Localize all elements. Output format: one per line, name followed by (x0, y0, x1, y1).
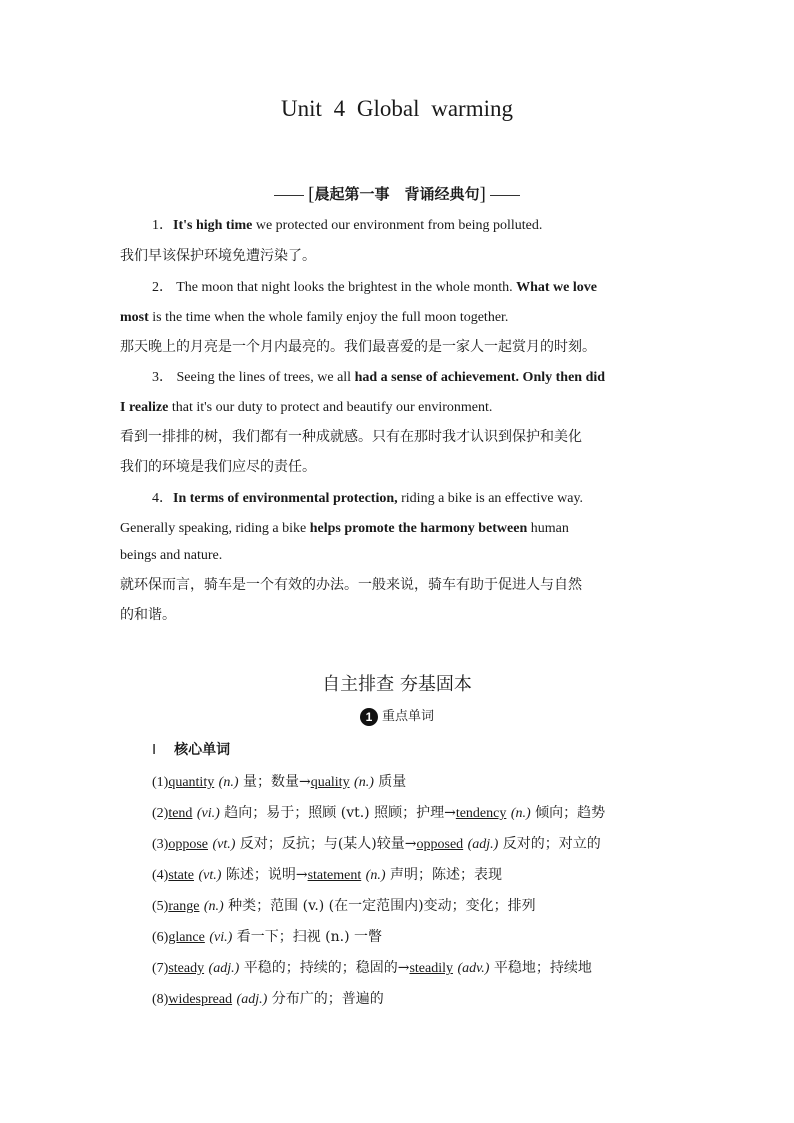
part-of-speech: (n.) (203, 899, 224, 914)
part-of-speech: (vi.) (196, 806, 220, 821)
item-number: (7) (152, 961, 169, 976)
part-of-speech: (adv.) (457, 961, 490, 976)
part-numeral: Ⅰ (152, 743, 157, 758)
keyword: range (168, 899, 200, 914)
part-of-speech: (n.) (218, 775, 239, 790)
derived-word: quality (310, 775, 350, 790)
divider (274, 195, 304, 196)
part-of-speech: (adj.) (236, 992, 268, 1007)
derived-word: tendency (455, 806, 507, 821)
number-badge-icon: 1 (360, 708, 378, 726)
meaning: 平稳的；持续的；稳固的→ (239, 960, 410, 976)
part-of-speech: (adj.) (467, 837, 499, 852)
keyword: glance (168, 930, 205, 945)
section-label: 晨起第一事 背诵经典句 (314, 185, 480, 203)
vocab-item (152, 832, 601, 857)
sentence-text: human (527, 521, 569, 536)
vocab-section-label: 重点单词 (381, 709, 434, 724)
keyword: widespread (168, 992, 233, 1007)
sentence-number: 1． (152, 218, 173, 233)
sentence-1-en (152, 211, 675, 241)
sentence-number: 3． (152, 370, 173, 385)
meaning: 质量 (373, 774, 407, 790)
sentence-2-en-line-2 (120, 303, 675, 333)
key-phrase: had a sense of achievement. Only then did (354, 370, 606, 385)
sentence-4-cn-line-2: 的和谐。 (120, 607, 176, 623)
sentence-4-en-line-1 (152, 484, 675, 514)
item-number: (1) (152, 775, 169, 790)
keyword: state (168, 868, 194, 883)
vocab-item (152, 863, 502, 888)
sentence-2-cn: 那天晚上的月亮是一个月内最亮的。我们最喜爱的是一家人一起赏月的时刻。 (120, 339, 596, 355)
sentence-4-cn-line-1: 就环保而言，骑车是一个有效的办法。一般来说，骑车有助于促进人与自然 (120, 577, 582, 593)
part-of-speech: (vt.) (212, 837, 236, 852)
divider (490, 195, 520, 196)
sentence-text: riding a bike is an effective way. (397, 491, 584, 506)
meaning: 量；数量→ (238, 774, 311, 790)
meaning: 反对；反抗；与(某人)较量→ (235, 836, 417, 852)
item-number: (8) (152, 992, 169, 1007)
page-title: Unit 4 Global warming (281, 96, 513, 121)
vocab-item (152, 770, 406, 795)
right-bracket: ] (479, 184, 486, 205)
derived-word: statement (307, 868, 362, 883)
meaning: 种类；范围 (v.) (在一定范围内)变动；变化；排列 (223, 898, 536, 914)
sentence-number: 2． (152, 280, 173, 295)
vocab-item (152, 956, 592, 981)
part-of-speech: (adj.) (208, 961, 240, 976)
sentence-text: Seeing the lines of trees, we all (173, 370, 355, 385)
sentence-number: 4． (152, 491, 173, 506)
sentence-3-en-line-2 (120, 393, 675, 423)
meaning: 陈述；说明→ (221, 867, 308, 883)
vocab-item (152, 987, 384, 1012)
meaning: 反对的；对立的 (498, 836, 601, 852)
sentence-3-cn-line-2: 我们的环境是我们应尽的责任。 (120, 459, 316, 475)
sentence-4-en-line-2 (120, 514, 675, 544)
part-of-speech: (vi.) (209, 930, 233, 945)
item-number: (3) (152, 837, 169, 852)
vocab-item (152, 801, 605, 826)
meaning: 平稳地；持续地 (489, 960, 592, 976)
sentence-3-cn-line-1: 看到一排排的树，我们都有一种成就感。只有在那时我才认识到保护和美化 (120, 429, 582, 445)
meaning: 分布广的；普遍的 (267, 991, 384, 1007)
part-label: 核心单词 (174, 742, 231, 758)
sentence-text: Generally speaking, riding a bike (120, 521, 310, 536)
sentence-text: we protected our environment from being polluted. (252, 218, 543, 233)
sentence-1-cn: 我们早该保护环境免遭污染了。 (120, 248, 316, 264)
item-number: (4) (152, 868, 169, 883)
sentence-4-en-line-3: beings and nature. (120, 548, 223, 563)
derived-word: opposed (416, 837, 464, 852)
key-phrase: most (120, 310, 149, 325)
key-phrase: I realize (120, 400, 169, 415)
part-of-speech: (n.) (365, 868, 386, 883)
vocab-item (152, 894, 536, 919)
part-of-speech: (n.) (510, 806, 531, 821)
vocab-section-heading (0, 705, 794, 726)
meaning: 看一下；扫视 (n.) 一瞥 (232, 929, 382, 945)
key-phrase: What we love (516, 280, 597, 295)
sentence-text: that it's our duty to protect and beautify our environment. (168, 400, 493, 415)
section-heading (0, 183, 794, 206)
keyword: steady (168, 961, 205, 976)
keyword: oppose (168, 837, 208, 852)
subheading: 自主排查 夯基固本 (322, 674, 472, 695)
keyword: tend (168, 806, 193, 821)
part-of-speech: (n.) (354, 775, 374, 790)
left-bracket: [ (308, 184, 315, 205)
item-number: (6) (152, 930, 169, 945)
key-phrase: It's high time (173, 218, 253, 233)
part-of-speech: (vt.) (198, 868, 222, 883)
sentence-3-en-line-1 (152, 363, 675, 393)
vocab-item (152, 925, 382, 950)
sentence-text: is the time when the whole family enjoy the full moon together. (148, 310, 509, 325)
item-number: (2) (152, 806, 169, 821)
keyword: quantity (168, 775, 215, 790)
derived-word: steadily (409, 961, 453, 976)
part-heading (152, 739, 230, 759)
sentence-2-en-line-1 (152, 273, 675, 303)
key-phrase: In terms of environmental protection, (173, 491, 398, 506)
item-number: (5) (152, 899, 169, 914)
meaning: 倾向；趋势 (530, 805, 606, 821)
sentence-text: The moon that night looks the brightest in the whole month. (173, 280, 517, 295)
meaning: 声明；陈述；表现 (385, 867, 502, 883)
meaning: 趋向；易于；照顾 (vt.) 照顾；护理→ (219, 805, 456, 821)
key-phrase: helps promote the harmony between (309, 521, 528, 536)
